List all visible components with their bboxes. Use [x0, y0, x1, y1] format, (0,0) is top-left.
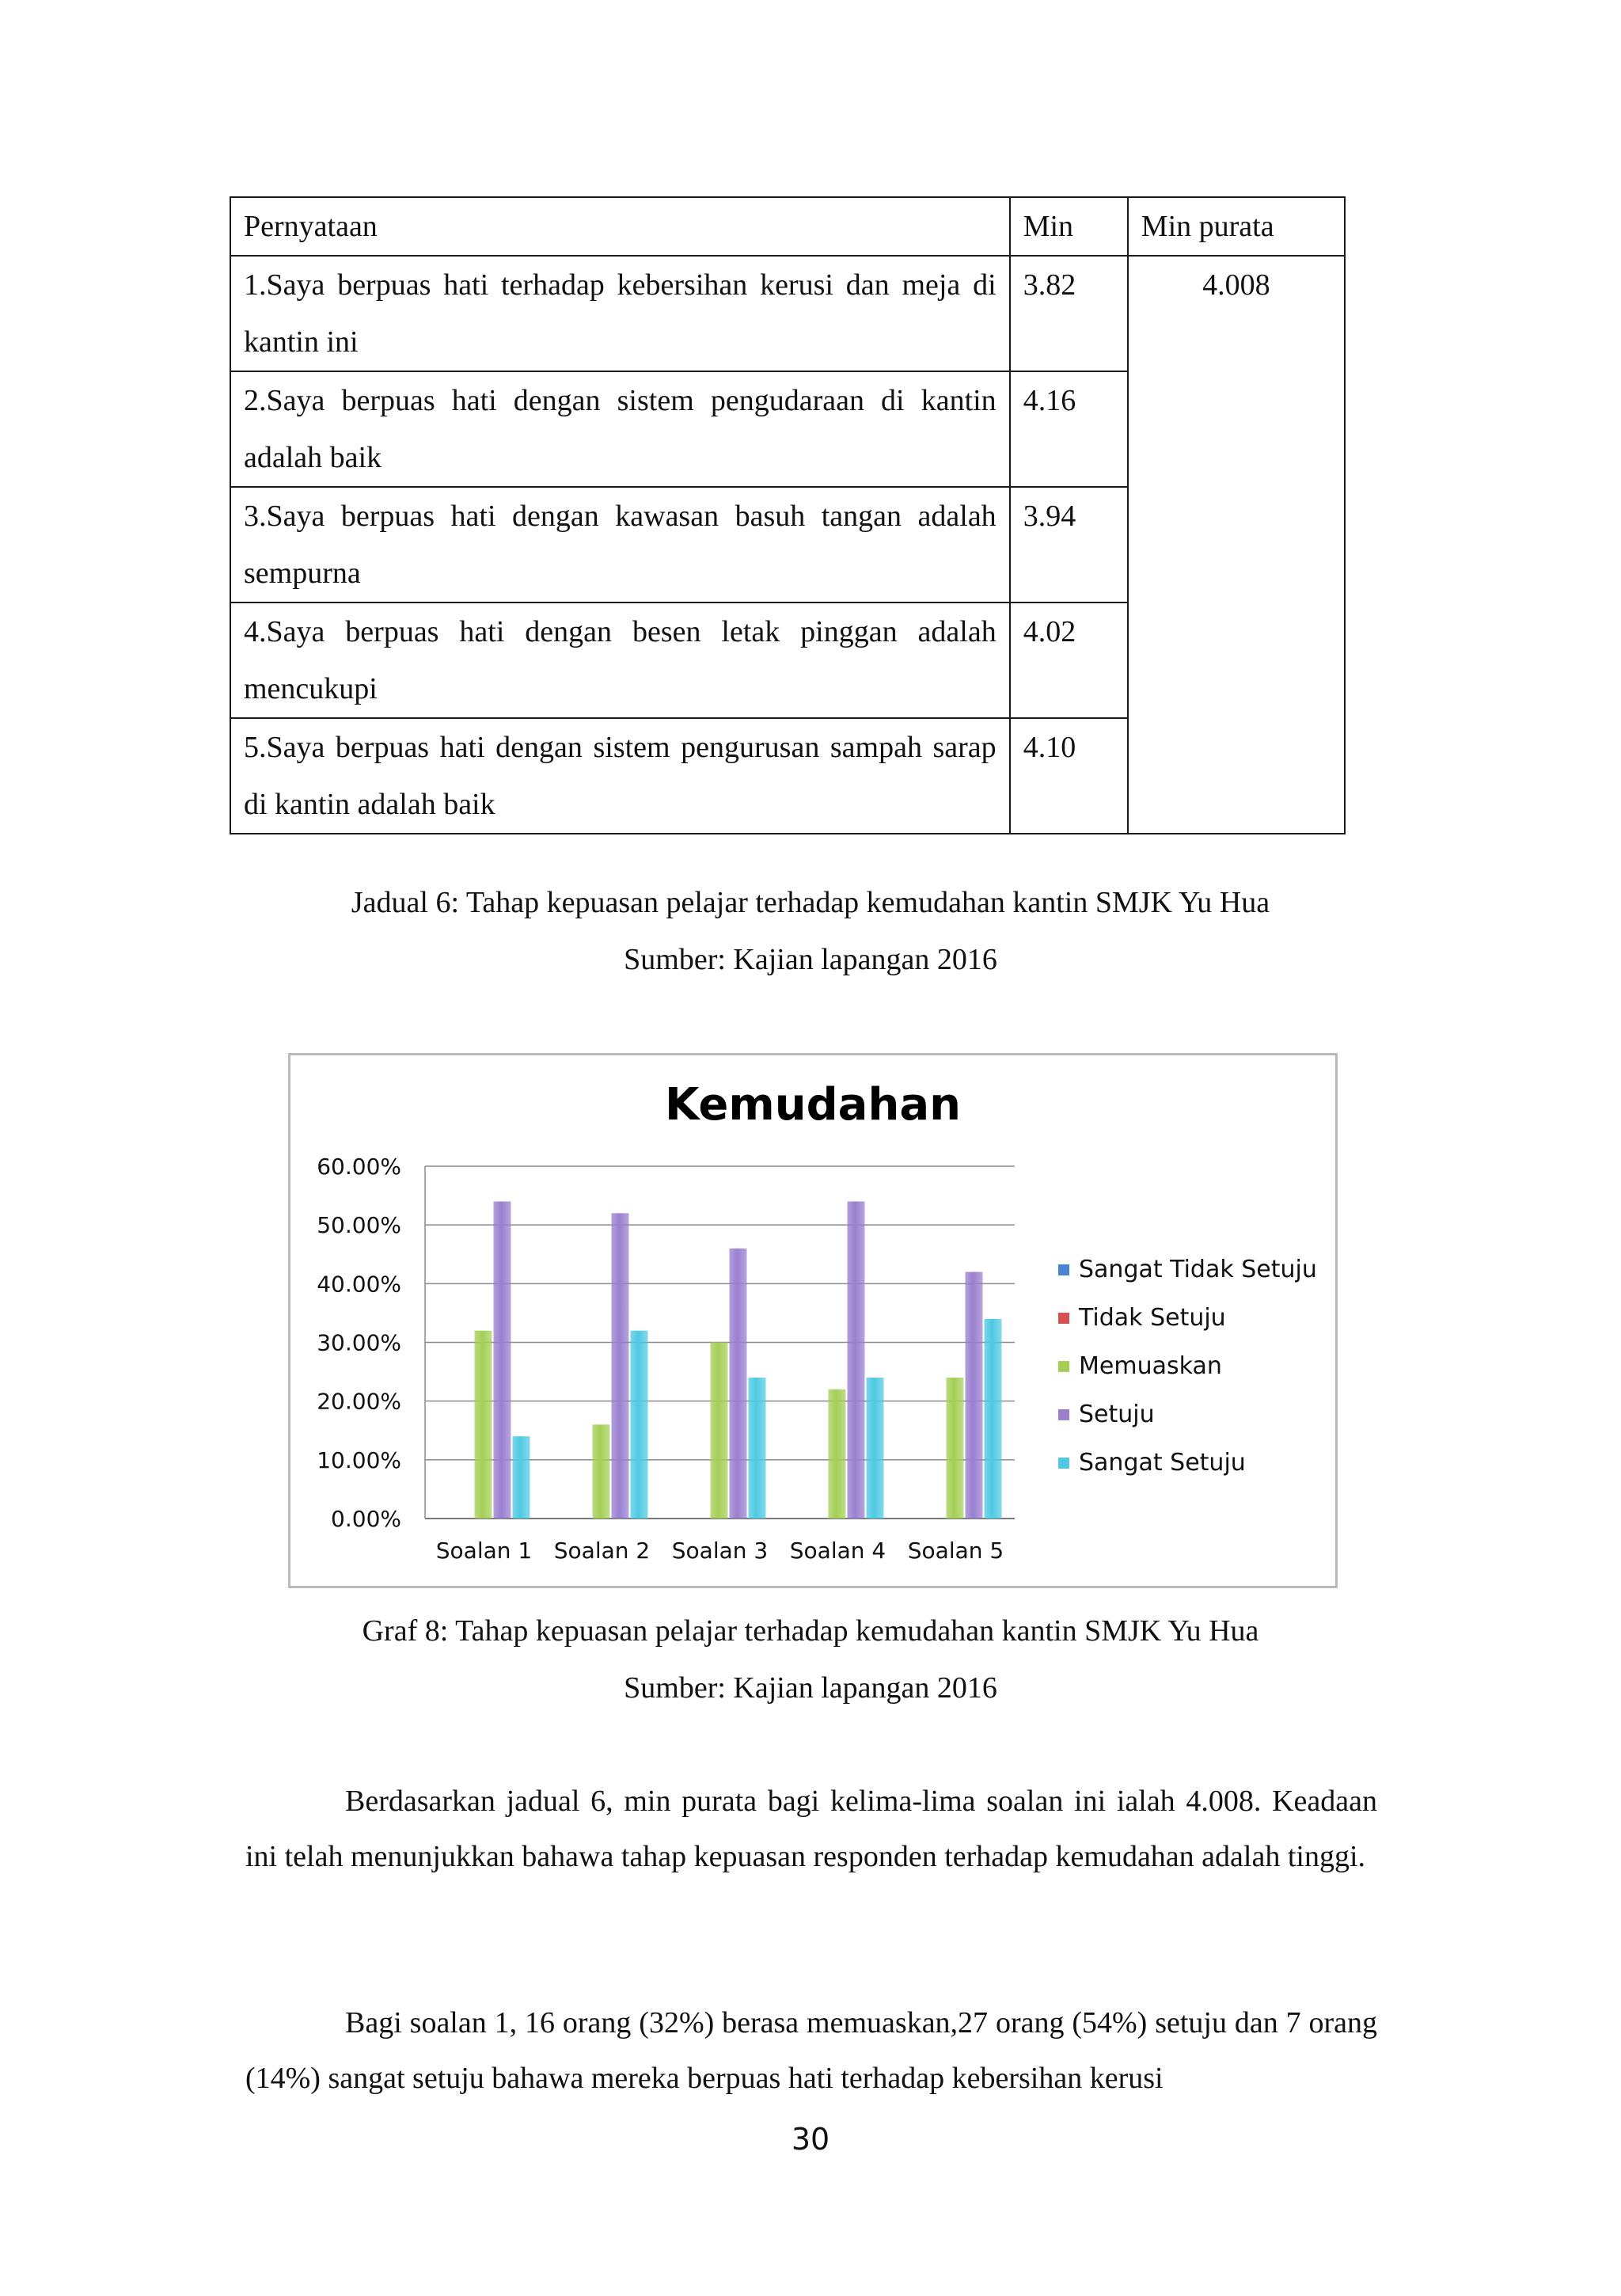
bar-sangat-setuju [631, 1331, 648, 1519]
bar-memuaskan [475, 1331, 492, 1519]
bar-setuju [612, 1213, 629, 1519]
legend-label: Tidak Setuju [1079, 1304, 1226, 1332]
bar-memuaskan [947, 1378, 964, 1519]
bar-sangat-setuju [867, 1378, 884, 1519]
bar-setuju [848, 1202, 865, 1519]
header-avg: Min purata [1128, 197, 1345, 256]
legend-item [1058, 1245, 1317, 1294]
x-tick-label: Soalan 3 [671, 1538, 769, 1564]
legend-label: Memuaskan [1079, 1352, 1222, 1380]
y-tick-label: 10.00% [317, 1446, 401, 1473]
x-tick-label: Soalan 2 [553, 1538, 651, 1564]
legend-swatch [1058, 1409, 1069, 1420]
statement-cell: 1.Saya berpuas hati terhadap kebersihan kerusi dan meja di kantin ini [230, 256, 1010, 371]
y-tick-label: 60.00% [317, 1154, 401, 1180]
legend-label: Sangat Setuju [1079, 1449, 1246, 1477]
bar-memuaskan [711, 1343, 728, 1519]
bar-sangat-setuju [513, 1436, 530, 1519]
paragraph-text: Berdasarkan jadual 6, min purata bagi kelima-lima soalan ini ialah 4.008. Keadaan ini telah menunjukkan bahawa tahap kepuasan responden terhadap kemudahan adalah tinggi. [245, 1785, 1377, 1873]
bar-sangat-setuju [749, 1378, 766, 1519]
y-tick-label: 40.00% [317, 1271, 401, 1298]
chart-legend [1058, 1245, 1317, 1487]
bar-memuaskan [829, 1389, 846, 1519]
legend-label: Sangat Tidak Setuju [1079, 1256, 1317, 1283]
legend-swatch [1058, 1361, 1069, 1372]
y-tick-label: 20.00% [317, 1388, 401, 1415]
table-caption: Jadual 6: Tahap kepuasan pelajar terhadap kemudahan kantin SMJK Yu Hua [351, 886, 1270, 919]
header-min: Min [1010, 197, 1128, 256]
bar-setuju [494, 1202, 511, 1519]
min-cell: 3.94 [1010, 487, 1128, 603]
statement-cell: 4.Saya berpuas hati dengan besen letak pinggan adalah mencukupi [230, 603, 1010, 718]
min-cell: 4.16 [1010, 371, 1128, 487]
paragraph-text: Bagi soalan 1, 16 orang (32%) berasa memuaskan,27 orang (54%) setuju dan 7 orang (14%) sangat setuju bahawa mereka berpuas hati terhadap kebersihan kerusi [245, 2006, 1377, 2095]
chart-caption: Graf 8: Tahap kepuasan pelajar terhadap kemudahan kantin SMJK Yu Hua [362, 1614, 1259, 1648]
legend-label: Setuju [1079, 1401, 1155, 1428]
bar-chart [288, 1053, 1338, 1588]
min-cell: 4.10 [1010, 718, 1128, 834]
bar-setuju [730, 1249, 747, 1519]
table-row [230, 256, 1345, 371]
legend-item [1058, 1390, 1317, 1439]
bar-memuaskan [593, 1424, 610, 1519]
table-header-row [230, 197, 1345, 256]
header-statement: Pernyataan [230, 197, 1010, 256]
min-cell: 4.02 [1010, 603, 1128, 718]
x-tick-label: Soalan 4 [789, 1538, 886, 1564]
min-cell: 3.82 [1010, 256, 1128, 371]
legend-item [1058, 1342, 1317, 1390]
satisfaction-table [230, 196, 1346, 834]
statement-cell: 3.Saya berpuas hati dengan kawasan basuh tangan adalah sempurna [230, 487, 1010, 603]
legend-item [1058, 1294, 1317, 1342]
page-number: 30 [791, 2122, 830, 2157]
paragraph [245, 1995, 1377, 2106]
x-tick-label: Soalan 5 [907, 1538, 1004, 1564]
legend-item [1058, 1439, 1317, 1487]
legend-swatch [1058, 1313, 1069, 1324]
bar-setuju [966, 1272, 983, 1519]
y-tick-label: 0.00% [331, 1506, 401, 1532]
statement-cell: 5.Saya berpuas hati dengan sistem pengurusan sampah sarap di kantin adalah baik [230, 718, 1010, 834]
x-tick-label: Soalan 1 [435, 1538, 533, 1564]
chart-source: Sumber: Kajian lapangan 2016 [624, 1671, 997, 1705]
y-tick-label: 30.00% [317, 1329, 401, 1356]
y-tick-label: 50.00% [317, 1212, 401, 1239]
paragraph [245, 1773, 1377, 1884]
bar-sangat-setuju [985, 1319, 1002, 1519]
legend-swatch [1058, 1458, 1069, 1469]
avg-cell: 4.008 [1128, 256, 1345, 834]
chart-title: Kemudahan [664, 1079, 961, 1131]
legend-swatch [1058, 1264, 1069, 1275]
table-source: Sumber: Kajian lapangan 2016 [624, 943, 997, 976]
statement-cell: 2.Saya berpuas hati dengan sistem pengudaraan di kantin adalah baik [230, 371, 1010, 487]
